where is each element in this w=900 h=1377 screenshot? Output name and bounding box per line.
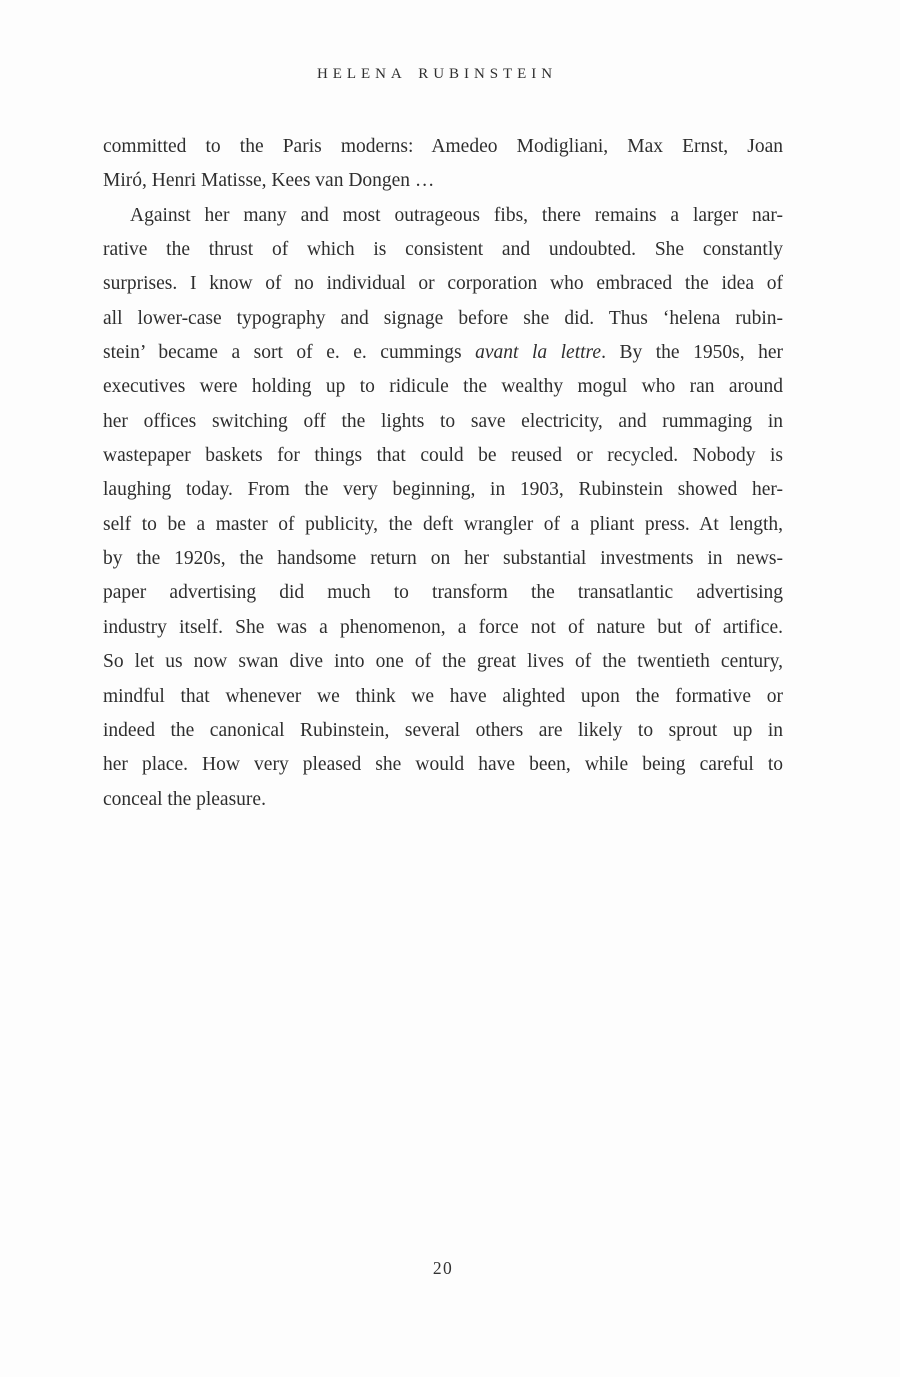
body-line — [103, 576, 783, 610]
text-segment: Against her many and most outrageous fibs, there remains a larger nar- — [130, 204, 783, 226]
body-line — [103, 542, 783, 576]
italic-phrase: avant la lettre — [475, 342, 602, 364]
text-segment: rative the thrust of which is consistent and undoubted. She constantly — [103, 239, 783, 261]
body-line — [103, 783, 783, 817]
text-segment: wastepaper baskets for things that could be reused or recycled. Nobody is — [103, 445, 783, 467]
text-segment: surprises. I know of no individual or corporation who embraced the idea of — [103, 273, 783, 295]
text-segment: executives were holding up to ridicule the wealthy mogul who ran around — [103, 376, 783, 398]
text-segment: industry itself. She was a phenomenon, a force not of nature but of artifice. — [103, 616, 783, 638]
body-line — [103, 508, 783, 542]
text-segment: So let us now swan dive into one of the great lives of the twentieth century, — [103, 651, 783, 673]
text-segment: . By the 1950s, her — [601, 342, 783, 364]
text-segment: paper advertising did much to transform the transatlantic advertising — [103, 582, 783, 604]
body-line — [103, 302, 783, 336]
text-block — [103, 130, 783, 817]
text-segment: indeed the canonical Rubinstein, several others are likely to sprout up in — [103, 719, 783, 741]
running-header: HELENA RUBINSTEIN — [317, 66, 557, 82]
body-line — [103, 199, 783, 233]
text-segment: conceal the pleasure. — [103, 788, 266, 810]
body-line — [103, 336, 783, 370]
text-segment: Miró, Henri Matisse, Kees van Dongen … — [103, 170, 435, 192]
body-line — [103, 370, 783, 404]
text-segment: self to be a master of publicity, the deft wrangler of a pliant press. At length, — [103, 513, 783, 535]
text-segment: her place. How very pleased she would have been, while being careful to — [103, 754, 783, 776]
body-line — [103, 267, 783, 301]
text-segment: mindful that whenever we think we have alighted upon the formative or — [103, 685, 783, 707]
body-line — [103, 748, 783, 782]
body-line — [103, 645, 783, 679]
text-segment: stein’ became a sort of e. e. cummings — [103, 342, 476, 364]
text-segment: her offices switching off the lights to save electricity, and rummaging in — [103, 410, 783, 432]
body-line — [103, 164, 783, 198]
page-number: 20 — [432, 1258, 454, 1278]
body-line — [103, 473, 783, 507]
text-segment: by the 1920s, the handsome return on her substantial investments in news- — [103, 548, 783, 570]
text-segment: laughing today. From the very beginning, in 1903, Rubinstein showed her- — [103, 479, 783, 501]
body-line — [103, 405, 783, 439]
body-line — [103, 439, 783, 473]
body-line — [103, 714, 783, 748]
body-line — [103, 233, 783, 267]
body-line — [103, 611, 783, 645]
text-segment: all lower-case typography and signage before she did. Thus ‘helena rubin- — [103, 307, 783, 329]
body-line — [103, 130, 783, 164]
body-line — [103, 680, 783, 714]
text-segment: committed to the Paris moderns: Amedeo Modigliani, Max Ernst, Joan — [103, 136, 783, 157]
